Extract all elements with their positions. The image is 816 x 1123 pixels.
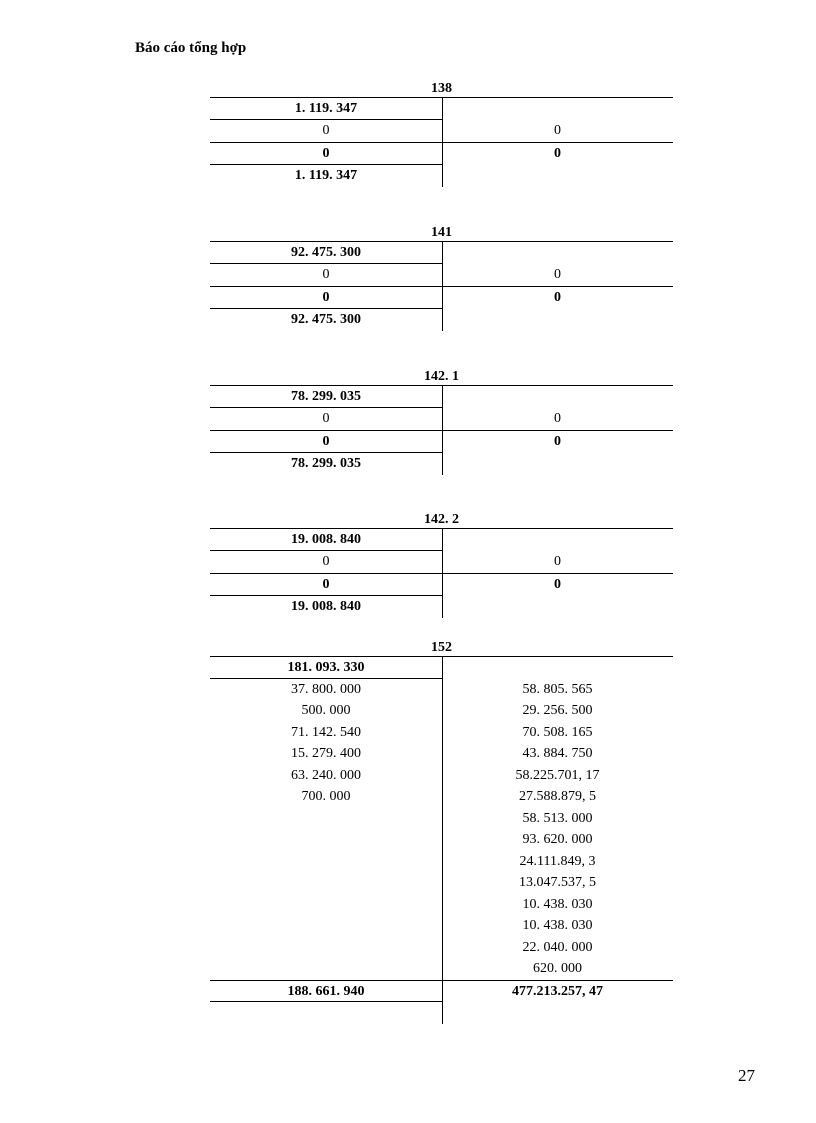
account-name: 138 bbox=[210, 81, 673, 98]
t-account-142-2 bbox=[210, 512, 673, 618]
t-account-152 bbox=[210, 640, 673, 1024]
entry-credit: 43. 884. 750 bbox=[522, 746, 593, 761]
report-title: Báo cáo tổng hợp bbox=[135, 40, 247, 56]
opening-debit: 19. 008. 840 bbox=[210, 529, 442, 551]
closing-debit: 78. 299. 035 bbox=[291, 456, 361, 471]
t-account-divider bbox=[442, 657, 443, 1024]
entry-credit: 58. 805. 565 bbox=[522, 681, 593, 697]
entry-debit: 0 bbox=[322, 267, 330, 282]
page-number: 27 bbox=[738, 1066, 755, 1085]
total-debit: 0 bbox=[210, 143, 442, 165]
entry-credit: 58.225.701, 17 bbox=[515, 767, 600, 783]
entry-credit: 13.047.537, 5 bbox=[519, 875, 596, 890]
t-account-138 bbox=[210, 81, 673, 187]
total-credit: 0 bbox=[554, 434, 561, 449]
total-credit: 0 bbox=[554, 146, 561, 161]
opening-debit: 78. 299. 035 bbox=[210, 386, 442, 408]
entry-debit: 0 bbox=[322, 554, 330, 569]
entry-debit: 0 bbox=[322, 411, 330, 426]
entry-credit: 58. 513. 000 bbox=[522, 810, 593, 826]
total-debit: 0 bbox=[210, 574, 442, 596]
t-account-141 bbox=[210, 225, 673, 331]
entry-credit: 0 bbox=[554, 267, 561, 282]
total-debit: 188. 661. 940 bbox=[210, 981, 442, 1003]
account-name: 142. 2 bbox=[210, 512, 673, 529]
account-name: 152 bbox=[210, 640, 673, 657]
opening-debit: 1. 119. 347 bbox=[210, 98, 442, 120]
total-credit: 0 bbox=[554, 290, 561, 305]
entry-debit: 71. 142. 540 bbox=[291, 724, 361, 740]
closing-debit: 19. 008. 840 bbox=[291, 599, 361, 614]
t-account-142-1 bbox=[210, 369, 673, 475]
total-debit: 0 bbox=[210, 431, 442, 453]
entry-debit: 500. 000 bbox=[301, 703, 351, 718]
closing-debit: 92. 475. 300 bbox=[291, 312, 361, 327]
entry-debit: 15. 279. 400 bbox=[291, 746, 361, 761]
entry-debit: 63. 240. 000 bbox=[291, 767, 361, 783]
entry-credit: 27.588.879, 5 bbox=[519, 789, 596, 804]
entry-credit: 29. 256. 500 bbox=[522, 703, 593, 718]
t-account-divider bbox=[442, 386, 443, 475]
total-credit: 0 bbox=[554, 577, 561, 592]
entry-credit: 22. 040. 000 bbox=[522, 939, 593, 955]
opening-debit: 181. 093. 330 bbox=[210, 657, 442, 679]
entry-debit: 37. 800. 000 bbox=[291, 681, 361, 697]
account-name: 142. 1 bbox=[210, 369, 673, 386]
entry-debit: 0 bbox=[322, 123, 330, 138]
entry-credit: 0 bbox=[554, 123, 561, 138]
entry-credit: 70. 508. 165 bbox=[522, 724, 593, 740]
entry-credit: 10. 438. 030 bbox=[522, 896, 593, 912]
closing-debit bbox=[210, 1002, 442, 1024]
entry-credit: 0 bbox=[554, 554, 561, 569]
closing-debit: 1. 119. 347 bbox=[294, 168, 358, 183]
entry-credit: 10. 438. 030 bbox=[522, 918, 593, 933]
total-credit: 477.213.257, 47 bbox=[512, 983, 603, 999]
entry-credit: 0 bbox=[554, 411, 561, 426]
entry-credit: 93. 620. 000 bbox=[522, 832, 593, 847]
opening-debit: 92. 475. 300 bbox=[210, 242, 442, 264]
t-account-divider bbox=[442, 529, 443, 618]
total-debit: 0 bbox=[210, 287, 442, 309]
entry-debit: 700. 000 bbox=[301, 789, 351, 804]
entry-credit: 620. 000 bbox=[533, 961, 582, 976]
t-account-divider bbox=[442, 242, 443, 331]
entry-credit: 24.111.849, 3 bbox=[519, 853, 596, 869]
account-name: 141 bbox=[210, 225, 673, 242]
t-account-divider bbox=[442, 98, 443, 187]
